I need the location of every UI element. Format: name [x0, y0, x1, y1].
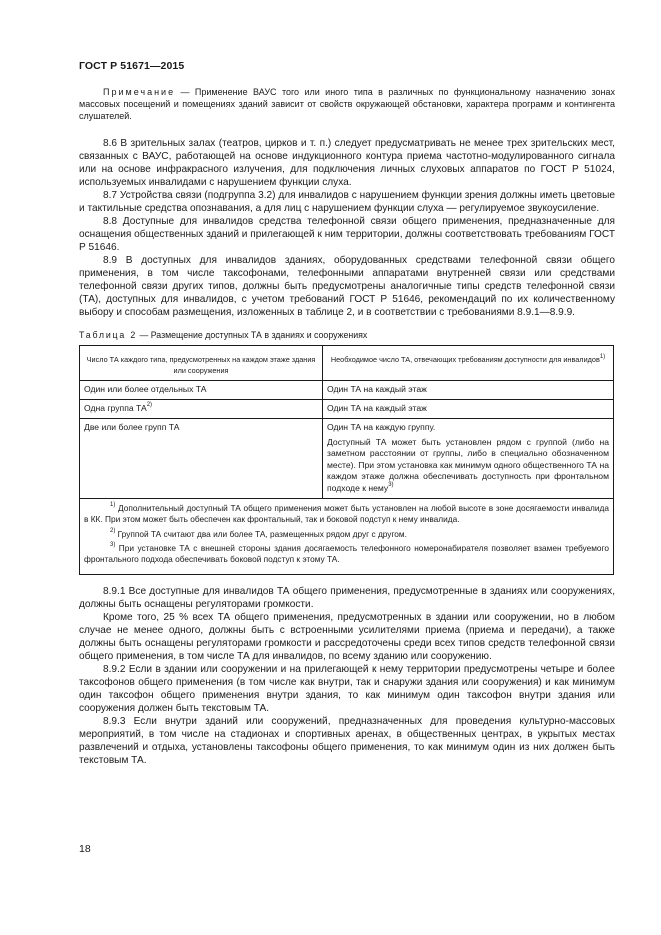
table-row: [80, 381, 614, 400]
table-footnote: [84, 543, 609, 566]
table-col2-header: [323, 346, 614, 381]
footnote-mark: 1): [110, 502, 116, 509]
paragraph-8-6: 8.6 В зрительных залах (театров, цирков и т. п.) следует предусматривать не менее трех зрительских мест, связанных с ВАУС, работающей на основе индукционного контура приема частотно-модулированного сигнала или на основе инфракрасного излучения, для подключения личных слуховых аппаратов по ГОСТ Р 51024, используемых инвалидами с нарушением функции слуха.: [79, 138, 615, 188]
table-col2-header-text: Необходимое число ТА, отвечающих требованиям доступности для инвалидов: [330, 355, 600, 364]
table-cell: [80, 400, 323, 419]
table-footnotes: [80, 499, 614, 575]
paragraph-8-9-1: 8.9.1 Все доступные для инвалидов ТА общего применения, предусмотренные в зданиях или сооружениях, должны быть оснащены регуляторами громкости.: [79, 586, 615, 611]
paragraph-8-9-3: 8.9.3 Если внутри зданий или сооружений, предназначенных для проведения культурно-массовых мероприятий, в том числе на стадионах и спортивных аренах, в общественных центрах, в укрытых местах развлечений и отдыха, установлены таксофоны общего применения, то как минимум один из них должен быть текстовым ТА.: [79, 716, 615, 767]
note-paragraph: [79, 86, 615, 122]
table-footnote: [84, 503, 609, 526]
table-caption-label: Таблица 2: [79, 330, 138, 340]
table-row: [80, 419, 614, 499]
footnote-mark: 2): [110, 527, 116, 534]
table-caption-text: — Размещение доступных ТА в зданиях и сооружениях: [137, 330, 368, 340]
table-col1-header: Число ТА каждого типа, предусмотренных на каждом этаже здания или сооружения: [80, 346, 323, 381]
table-cell-text: Одна группа ТА: [84, 403, 147, 413]
document-header: ГОСТ Р 51671—2015: [79, 60, 185, 72]
footnote-text: Группой ТА считают два или более ТА, размещенных рядом друг с другом.: [115, 528, 407, 539]
table-cell: Один или более отдельных ТА: [80, 381, 323, 400]
paragraph-8-9-2: 8.9.2 Если в здании или сооружении и на прилегающей к нему территории предусмотрены четыре и более таксофонов общего применения (в том числе как внутри, так и снаружи здания или сооружения) и как минимум один таксофон общего применения внутри здания, то как минимум один таксофон внутри здания или сооружения должен быть текстовым ТА.: [79, 664, 615, 715]
table-caption: [79, 330, 615, 340]
footnote-ref: 3): [388, 481, 394, 488]
paragraph-8-9: 8.9 В доступных для инвалидов зданиях, оборудованных средствами телефонной связи общего применения, в том числе таксофонами, телефонными аппаратами внутренней связи или средствами телефонной связи других типов, должны быть предусмотрены аналогичные типы средств телефонной связи (ТА), доступных для инвалидов, с учетом требований ГОСТ Р 51646, рекомендаций по их количественному выбору и способам размещения, изложенных в таблице 2, и в соответствии с требованиями 8.9.1—8.9.9.: [79, 255, 615, 318]
table-cell: Один ТА на каждый этаж: [323, 400, 614, 419]
note-label: Примечание: [103, 87, 176, 97]
accessible-phones-table: [79, 345, 614, 575]
footnote-text: При установке ТА с внешней стороны здания досягаемость телефонного номеронабирателя позволяет взамен требуемого фронтального подхода обеспечивать боковой подступ к этому ТА.: [84, 542, 609, 565]
table-cell-line: Один ТА на каждую группу.: [327, 422, 436, 432]
page-number: 18: [79, 843, 91, 855]
table-cell-text: Доступный ТА может быть установлен рядом с группой (либо на заметном расстоянии от группы, либо в специально обозначенном месте). При этом установка как минимум одного общественного ТА на каждом этаже должна обеспечивать доступность при фронтальном подходе к нему: [327, 436, 609, 493]
table-footnotes-row: [80, 499, 614, 575]
paragraph-8-9-1-cont: Кроме того, 25 % всех ТА общего применения, предусмотренных в здании или сооружении, но в любом случае не менее одного, должны быть с встроенными усилителями приема (приема и передачи), а также должны быть оснащены регуляторами громкости и рассредоточены среди всех типов средств телефонной связи общего применения, в том числе ТА для инвалидов, по всему зданию или сооружению.: [79, 612, 615, 663]
footnote-mark: 3): [110, 542, 116, 549]
table-row: [80, 400, 614, 419]
note-text: — Применение ВАУС того или иного типа в различных по функциональному назначению зонах массовых посещений и помещениях зданий зависит от свойств окружающей обстановки, характера программ и контингента слушателей.: [79, 87, 615, 121]
table-footnote: [84, 529, 609, 540]
table-cell: Один ТА на каждый этаж: [323, 381, 614, 400]
table-cell: [323, 419, 614, 499]
paragraph-8-8: 8.8 Доступные для инвалидов средства телефонной связи общего применения, предназначенные для оснащения общественных зданий и прилегающей к ним территории, должны соответствовать требованиям ГОСТ Р 51646.: [79, 216, 615, 253]
table-cell: Две или более групп ТА: [80, 419, 323, 499]
footnote-ref: 2): [146, 402, 153, 409]
paragraph-8-7: 8.7 Устройства связи (подгруппа 3.2) для инвалидов с нарушением функции зрения должны иметь цветовые и тактильные средства опознавания, а для лиц с нарушением функции слуха — регулируемое звукоусиление.: [79, 190, 615, 214]
table-header-row: [80, 346, 614, 381]
page-content: [79, 86, 615, 767]
table-cell-paragraph: [327, 437, 609, 495]
bottom-section: [79, 585, 615, 767]
footnote-ref: 1): [599, 353, 606, 360]
footnote-text: Дополнительный доступный ТА общего применения может быть установлен на любой высоте в зоне досягаемости инвалида в КК. При этом может быть обеспечен как фронтальный, так и боковой подступ к нему инвалида.: [84, 503, 609, 525]
